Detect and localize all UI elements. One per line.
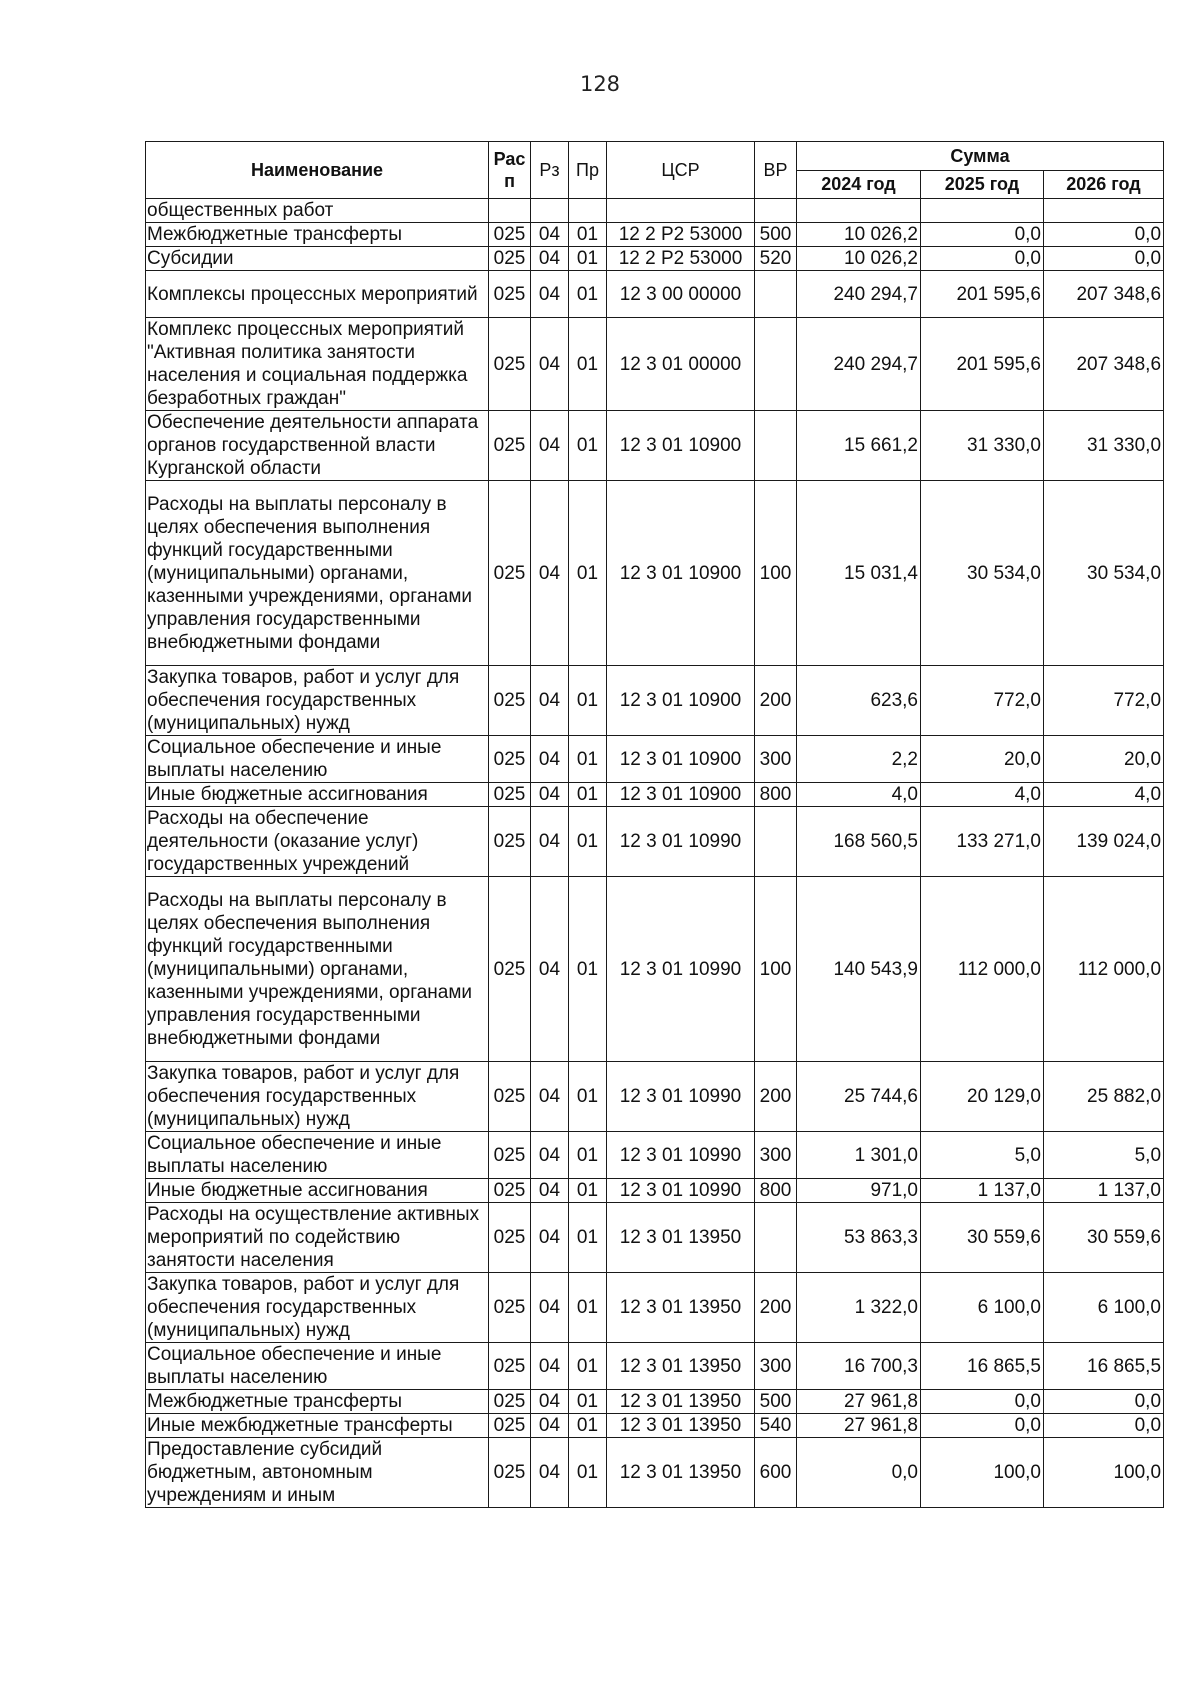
cell-2026: 30 534,0 (1044, 481, 1164, 666)
cell-pr: 01 (569, 1062, 607, 1132)
header-vr: ВР (755, 142, 797, 199)
cell-name: Расходы на обеспечение деятельности (оказание услуг) государственных учреждений (146, 807, 489, 877)
header-csr: ЦСР (607, 142, 755, 199)
table-row (146, 1390, 1164, 1414)
table-row (146, 199, 1164, 223)
cell-rasp (489, 199, 531, 223)
cell-csr: 12 3 00 00000 (607, 271, 755, 318)
cell-pr (569, 199, 607, 223)
cell-rz: 04 (531, 1273, 569, 1343)
cell-2025: 31 330,0 (921, 411, 1044, 481)
cell-vr: 500 (755, 223, 797, 247)
cell-rasp: 025 (489, 1179, 531, 1203)
cell-2026: 100,0 (1044, 1438, 1164, 1508)
cell-csr: 12 3 01 10900 (607, 666, 755, 736)
table-row (146, 1438, 1164, 1508)
cell-csr (607, 199, 755, 223)
cell-2025: 112 000,0 (921, 877, 1044, 1062)
cell-2025: 20 129,0 (921, 1062, 1044, 1132)
cell-rasp: 025 (489, 1132, 531, 1179)
cell-rz: 04 (531, 736, 569, 783)
cell-2025: 16 865,5 (921, 1343, 1044, 1390)
cell-csr: 12 3 01 13950 (607, 1343, 755, 1390)
cell-pr: 01 (569, 271, 607, 318)
cell-pr: 01 (569, 783, 607, 807)
cell-name: Комплексы процессных мероприятий (146, 271, 489, 318)
cell-2026: 31 330,0 (1044, 411, 1164, 481)
cell-name: Обеспечение деятельности аппарата органов государственной власти Курганской области (146, 411, 489, 481)
cell-2024: 25 744,6 (797, 1062, 921, 1132)
cell-pr: 01 (569, 1390, 607, 1414)
cell-csr: 12 3 01 10990 (607, 877, 755, 1062)
cell-pr: 01 (569, 877, 607, 1062)
cell-2024: 10 026,2 (797, 247, 921, 271)
cell-rz: 04 (531, 1062, 569, 1132)
cell-pr: 01 (569, 736, 607, 783)
cell-rasp: 025 (489, 223, 531, 247)
cell-2025: 0,0 (921, 247, 1044, 271)
cell-rz: 04 (531, 877, 569, 1062)
cell-2025: 30 559,6 (921, 1203, 1044, 1273)
table-row (146, 666, 1164, 736)
cell-pr: 01 (569, 1179, 607, 1203)
table-row (146, 1414, 1164, 1438)
table-row (146, 877, 1164, 1062)
cell-2024: 16 700,3 (797, 1343, 921, 1390)
cell-name: Иные бюджетные ассигнования (146, 1179, 489, 1203)
cell-2024: 53 863,3 (797, 1203, 921, 1273)
cell-vr: 200 (755, 1062, 797, 1132)
cell-name: Предоставление субсидий бюджетным, автономным учреждениям и иным (146, 1438, 489, 1508)
cell-2026: 0,0 (1044, 1414, 1164, 1438)
cell-name: Расходы на осуществление активных мероприятий по содействию занятости населения (146, 1203, 489, 1273)
cell-rasp: 025 (489, 1062, 531, 1132)
cell-pr: 01 (569, 223, 607, 247)
cell-2025: 4,0 (921, 783, 1044, 807)
table-row (146, 1132, 1164, 1179)
table-row (146, 481, 1164, 666)
cell-name: Межбюджетные трансферты (146, 223, 489, 247)
cell-rasp: 025 (489, 318, 531, 411)
cell-vr: 600 (755, 1438, 797, 1508)
cell-2026: 772,0 (1044, 666, 1164, 736)
cell-2025: 6 100,0 (921, 1273, 1044, 1343)
cell-rz: 04 (531, 783, 569, 807)
cell-csr: 12 3 01 10990 (607, 807, 755, 877)
cell-vr: 540 (755, 1414, 797, 1438)
cell-2024: 10 026,2 (797, 223, 921, 247)
cell-name: Закупка товаров, работ и услуг для обеспечения государственных (муниципальных) нужд (146, 1273, 489, 1343)
cell-rasp: 025 (489, 481, 531, 666)
cell-rasp: 025 (489, 411, 531, 481)
cell-csr: 12 3 01 13950 (607, 1390, 755, 1414)
cell-vr: 300 (755, 1132, 797, 1179)
cell-rz: 04 (531, 481, 569, 666)
table-row (146, 318, 1164, 411)
cell-2025: 20,0 (921, 736, 1044, 783)
cell-2025: 201 595,6 (921, 318, 1044, 411)
cell-csr: 12 2 P2 53000 (607, 223, 755, 247)
cell-rz: 04 (531, 1343, 569, 1390)
cell-2024: 971,0 (797, 1179, 921, 1203)
cell-name: Комплекс процессных мероприятий "Активная политика занятости населения и социальная поддержка безработных граждан" (146, 318, 489, 411)
cell-rz: 04 (531, 1132, 569, 1179)
cell-rasp: 025 (489, 271, 531, 318)
cell-2024: 27 961,8 (797, 1414, 921, 1438)
cell-pr: 01 (569, 481, 607, 666)
table-row (146, 223, 1164, 247)
cell-name: общественных работ (146, 199, 489, 223)
table-row (146, 807, 1164, 877)
cell-csr: 12 3 01 13950 (607, 1414, 755, 1438)
cell-vr: 800 (755, 783, 797, 807)
cell-2025: 133 271,0 (921, 807, 1044, 877)
cell-2024: 240 294,7 (797, 271, 921, 318)
cell-2025: 772,0 (921, 666, 1044, 736)
cell-vr (755, 411, 797, 481)
cell-2026: 207 348,6 (1044, 271, 1164, 318)
cell-rz: 04 (531, 1414, 569, 1438)
table-row (146, 783, 1164, 807)
cell-2024: 1 322,0 (797, 1273, 921, 1343)
cell-csr: 12 3 01 10900 (607, 783, 755, 807)
cell-pr: 01 (569, 318, 607, 411)
cell-2024: 1 301,0 (797, 1132, 921, 1179)
cell-2024: 623,6 (797, 666, 921, 736)
cell-2025 (921, 199, 1044, 223)
cell-2025: 1 137,0 (921, 1179, 1044, 1203)
cell-2026: 4,0 (1044, 783, 1164, 807)
table-body (146, 199, 1164, 1508)
cell-2024: 0,0 (797, 1438, 921, 1508)
cell-rasp: 025 (489, 783, 531, 807)
cell-2026: 6 100,0 (1044, 1273, 1164, 1343)
cell-2025: 30 534,0 (921, 481, 1044, 666)
cell-rasp: 025 (489, 1343, 531, 1390)
cell-name: Иные бюджетные ассигнования (146, 783, 489, 807)
cell-vr: 520 (755, 247, 797, 271)
table-row (146, 247, 1164, 271)
cell-rasp: 025 (489, 736, 531, 783)
cell-rasp: 025 (489, 247, 531, 271)
cell-vr (755, 807, 797, 877)
cell-2025: 5,0 (921, 1132, 1044, 1179)
cell-csr: 12 3 01 10990 (607, 1062, 755, 1132)
table-row (146, 271, 1164, 318)
cell-csr: 12 2 P2 53000 (607, 247, 755, 271)
cell-2026: 30 559,6 (1044, 1203, 1164, 1273)
cell-name: Межбюджетные трансферты (146, 1390, 489, 1414)
cell-vr: 100 (755, 877, 797, 1062)
cell-2025: 100,0 (921, 1438, 1044, 1508)
header-sum: Сумма (797, 142, 1164, 171)
cell-vr: 200 (755, 666, 797, 736)
header-name: Наименование (146, 142, 489, 199)
cell-name: Закупка товаров, работ и услуг для обеспечения государственных (муниципальных) нужд (146, 666, 489, 736)
budget-table (145, 141, 1164, 1508)
cell-2024: 140 543,9 (797, 877, 921, 1062)
cell-name: Иные межбюджетные трансферты (146, 1414, 489, 1438)
cell-pr: 01 (569, 411, 607, 481)
cell-2026: 0,0 (1044, 247, 1164, 271)
cell-csr: 12 3 01 13950 (607, 1203, 755, 1273)
header-rasp: Рас п (489, 142, 531, 199)
cell-2026: 0,0 (1044, 1390, 1164, 1414)
table-row (146, 1062, 1164, 1132)
cell-rz: 04 (531, 807, 569, 877)
table-row (146, 1179, 1164, 1203)
cell-rz: 04 (531, 271, 569, 318)
cell-name: Социальное обеспечение и иные выплаты населению (146, 1343, 489, 1390)
cell-pr: 01 (569, 247, 607, 271)
cell-rasp: 025 (489, 1273, 531, 1343)
cell-2026: 20,0 (1044, 736, 1164, 783)
cell-vr: 300 (755, 736, 797, 783)
cell-name: Социальное обеспечение и иные выплаты населению (146, 1132, 489, 1179)
cell-pr: 01 (569, 1273, 607, 1343)
cell-csr: 12 3 01 10990 (607, 1179, 755, 1203)
table-row (146, 1273, 1164, 1343)
cell-rz: 04 (531, 666, 569, 736)
cell-2024: 15 031,4 (797, 481, 921, 666)
cell-vr (755, 199, 797, 223)
cell-rz: 04 (531, 1390, 569, 1414)
cell-2025: 201 595,6 (921, 271, 1044, 318)
cell-rz: 04 (531, 223, 569, 247)
cell-2025: 0,0 (921, 1390, 1044, 1414)
cell-pr: 01 (569, 1132, 607, 1179)
cell-2024: 27 961,8 (797, 1390, 921, 1414)
cell-pr: 01 (569, 1203, 607, 1273)
cell-vr (755, 271, 797, 318)
header-2025: 2025 год (921, 171, 1044, 199)
table-row (146, 1203, 1164, 1273)
cell-rasp: 025 (489, 807, 531, 877)
cell-rasp: 025 (489, 877, 531, 1062)
cell-name: Расходы на выплаты персоналу в целях обеспечения выполнения функций государственными (муниципальными) органами, казенными учреждениями, органами управления государственными внебюджетными фондами (146, 877, 489, 1062)
cell-rz: 04 (531, 1179, 569, 1203)
cell-csr: 12 3 01 13950 (607, 1273, 755, 1343)
cell-rz: 04 (531, 1203, 569, 1273)
cell-2026: 112 000,0 (1044, 877, 1164, 1062)
cell-2026 (1044, 199, 1164, 223)
cell-csr: 12 3 01 10990 (607, 1132, 755, 1179)
cell-2026: 139 024,0 (1044, 807, 1164, 877)
cell-2026: 5,0 (1044, 1132, 1164, 1179)
cell-vr: 300 (755, 1343, 797, 1390)
cell-2024: 15 661,2 (797, 411, 921, 481)
cell-pr: 01 (569, 1414, 607, 1438)
cell-pr: 01 (569, 1343, 607, 1390)
cell-2026: 1 137,0 (1044, 1179, 1164, 1203)
cell-2024: 2,2 (797, 736, 921, 783)
cell-vr: 100 (755, 481, 797, 666)
cell-csr: 12 3 01 10900 (607, 411, 755, 481)
cell-2025: 0,0 (921, 1414, 1044, 1438)
cell-pr: 01 (569, 807, 607, 877)
cell-rasp: 025 (489, 1390, 531, 1414)
cell-csr: 12 3 01 10900 (607, 736, 755, 783)
table-row (146, 736, 1164, 783)
cell-name: Субсидии (146, 247, 489, 271)
cell-rz (531, 199, 569, 223)
cell-rz: 04 (531, 1438, 569, 1508)
cell-pr: 01 (569, 666, 607, 736)
cell-rz: 04 (531, 318, 569, 411)
header-pr: Пр (569, 142, 607, 199)
cell-name: Закупка товаров, работ и услуг для обеспечения государственных (муниципальных) нужд (146, 1062, 489, 1132)
cell-rz: 04 (531, 411, 569, 481)
cell-csr: 12 3 01 13950 (607, 1438, 755, 1508)
cell-name: Расходы на выплаты персоналу в целях обеспечения выполнения функций государственными (муниципальными) органами, казенными учреждениями, органами управления государственными внебюджетными фондами (146, 481, 489, 666)
cell-csr: 12 3 01 00000 (607, 318, 755, 411)
page-number: 128 (579, 72, 621, 96)
cell-vr (755, 1203, 797, 1273)
header-rz: Рз (531, 142, 569, 199)
cell-2025: 0,0 (921, 223, 1044, 247)
cell-vr: 200 (755, 1273, 797, 1343)
cell-vr: 500 (755, 1390, 797, 1414)
cell-2024: 240 294,7 (797, 318, 921, 411)
cell-2024: 168 560,5 (797, 807, 921, 877)
cell-2026: 207 348,6 (1044, 318, 1164, 411)
cell-csr: 12 3 01 10900 (607, 481, 755, 666)
header-2026: 2026 год (1044, 171, 1164, 199)
cell-rasp: 025 (489, 1414, 531, 1438)
cell-vr (755, 318, 797, 411)
cell-rasp: 025 (489, 1438, 531, 1508)
cell-rasp: 025 (489, 1203, 531, 1273)
table-row (146, 411, 1164, 481)
cell-2026: 25 882,0 (1044, 1062, 1164, 1132)
cell-2026: 0,0 (1044, 223, 1164, 247)
cell-rz: 04 (531, 247, 569, 271)
cell-2024 (797, 199, 921, 223)
cell-vr: 800 (755, 1179, 797, 1203)
cell-rasp: 025 (489, 666, 531, 736)
table-row (146, 1343, 1164, 1390)
header-2024: 2024 год (797, 171, 921, 199)
cell-2024: 4,0 (797, 783, 921, 807)
cell-pr: 01 (569, 1438, 607, 1508)
cell-name: Социальное обеспечение и иные выплаты населению (146, 736, 489, 783)
cell-2026: 16 865,5 (1044, 1343, 1164, 1390)
